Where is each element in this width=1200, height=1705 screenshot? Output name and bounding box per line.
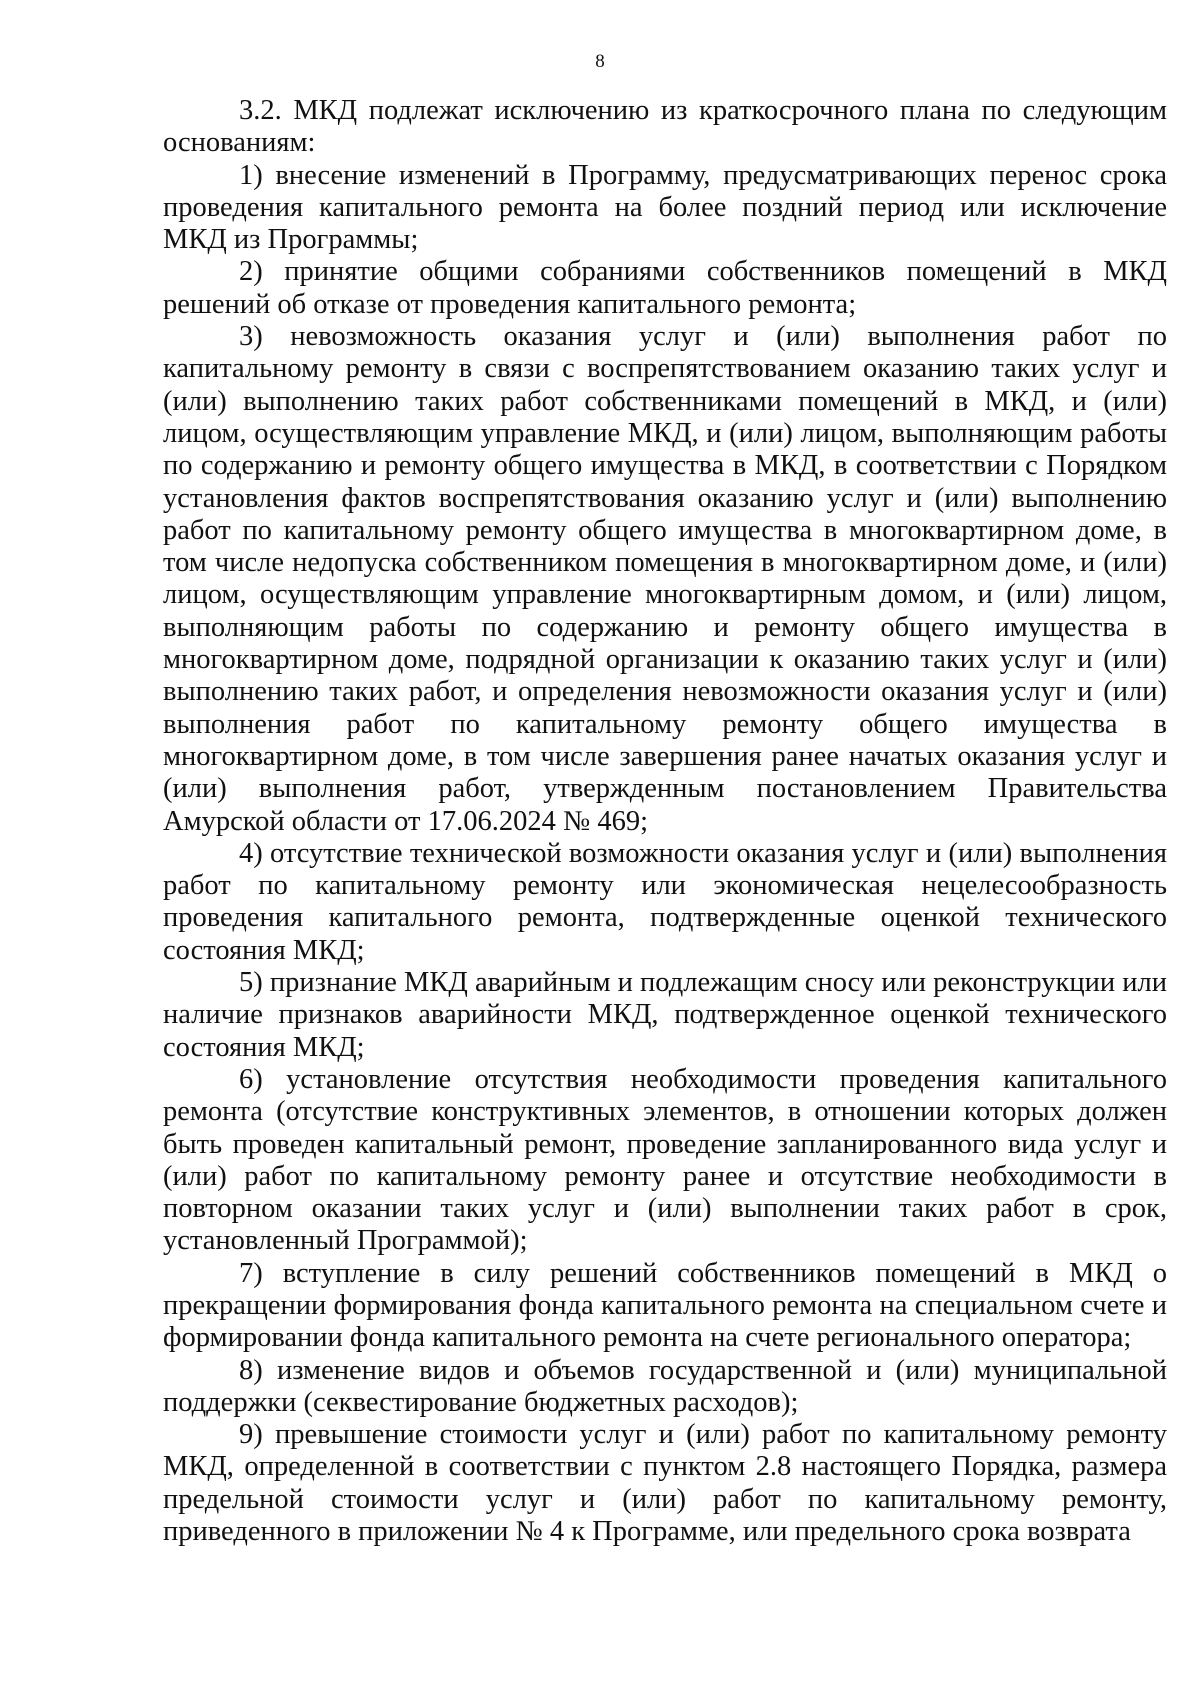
list-item-1: 1) внесение изменений в Программу, предусматривающих перенос срока проведения капитального ремонта на более поздний период или исключение МКД из Программы; — [163, 159, 1167, 256]
list-item-9: 9) превышение стоимости услуг и (или) работ по капитальному ремонту МКД, определенной в соответствии с пунктом 2.8 настоящего Порядка, размера предельной стоимости услуг и (или) работ по капитальному ремонту, приведенного в приложении № 4 к Программе, или предельного срока возврата — [163, 1419, 1167, 1548]
list-item-4: 4) отсутствие технической возможности оказания услуг и (или) выполнения работ по капитальному ремонту или экономическая нецелесообразность проведения капитального ремонта, подтвержденные оценкой технического состояния МКД; — [163, 837, 1167, 966]
paragraph-3-2: 3.2. МКД подлежат исключению из краткосрочного плана по следующим основаниям: — [163, 95, 1167, 159]
list-item-5: 5) признание МКД аварийным и подлежащим сносу или реконструкции или наличие признаков аварийности МКД, подтвержденное оценкой технического состояния МКД; — [163, 967, 1167, 1063]
list-item-8: 8) изменение видов и объемов государственной и (или) муниципальной поддержки (секвестирование бюджетных расходов); — [163, 1354, 1167, 1418]
list-item-6: 6) установление отсутствия необходимости проведения капитального ремонта (отсутствие конструктивных элементов, в отношении которых должен быть проведен капитальный ремонт, проведение запланированного вида услуг и (или) работ по капитальному ремонту ранее и отсутствие необходимости в повторном оказании таких услуг и (или) выполнении таких работ в срок, установленный Программой); — [163, 1063, 1167, 1257]
list-item-7: 7) вступление в силу решений собственников помещений в МКД о прекращении формирования фонда капитального ремонта на специальном счете и формировании фонда капитального ремонта на счете регионального оператора; — [163, 1257, 1167, 1354]
document-body — [163, 95, 1167, 1548]
list-item-3: 3) невозможность оказания услуг и (или) выполнения работ по капитальному ремонту в связи с воспрепятствованием оказанию таких услуг и (или) выполнению таких работ собственниками помещений в МКД, и (или) лицом, осуществляющим управление МКД, и (или) лицом, выполняющим работы по содержанию и ремонту общего имущества в МКД, в соответствии с Порядком установления фактов воспрепятствования оказанию услуг и (или) выполнению работ по капитальному ремонту общего имущества в многоквартирном доме, в том числе недопуска собственником помещения в многоквартирном доме, и (или) лицом, осуществляющим управление многоквартирным домом, и (или) лицом, выполняющим работы по содержанию и ремонту общего имущества в многоквартирном доме, подрядной организации к оказанию таких услуг и (или) выполнению таких работ, и определения невозможности оказания услуг и (или) выполнения работ по капитальному ремонту общего имущества в многоквартирном доме, в том числе завершения ранее начатых оказания услуг и (или) выполнения работ, утвержденным постановлением Правительства Амурской области от 17.06.2024 № 469; — [163, 321, 1167, 837]
page-number: 8 — [595, 51, 605, 72]
list-item-2: 2) принятие общими собраниями собственников помещений в МКД решений об отказе от проведения капитального ремонта; — [163, 256, 1167, 320]
